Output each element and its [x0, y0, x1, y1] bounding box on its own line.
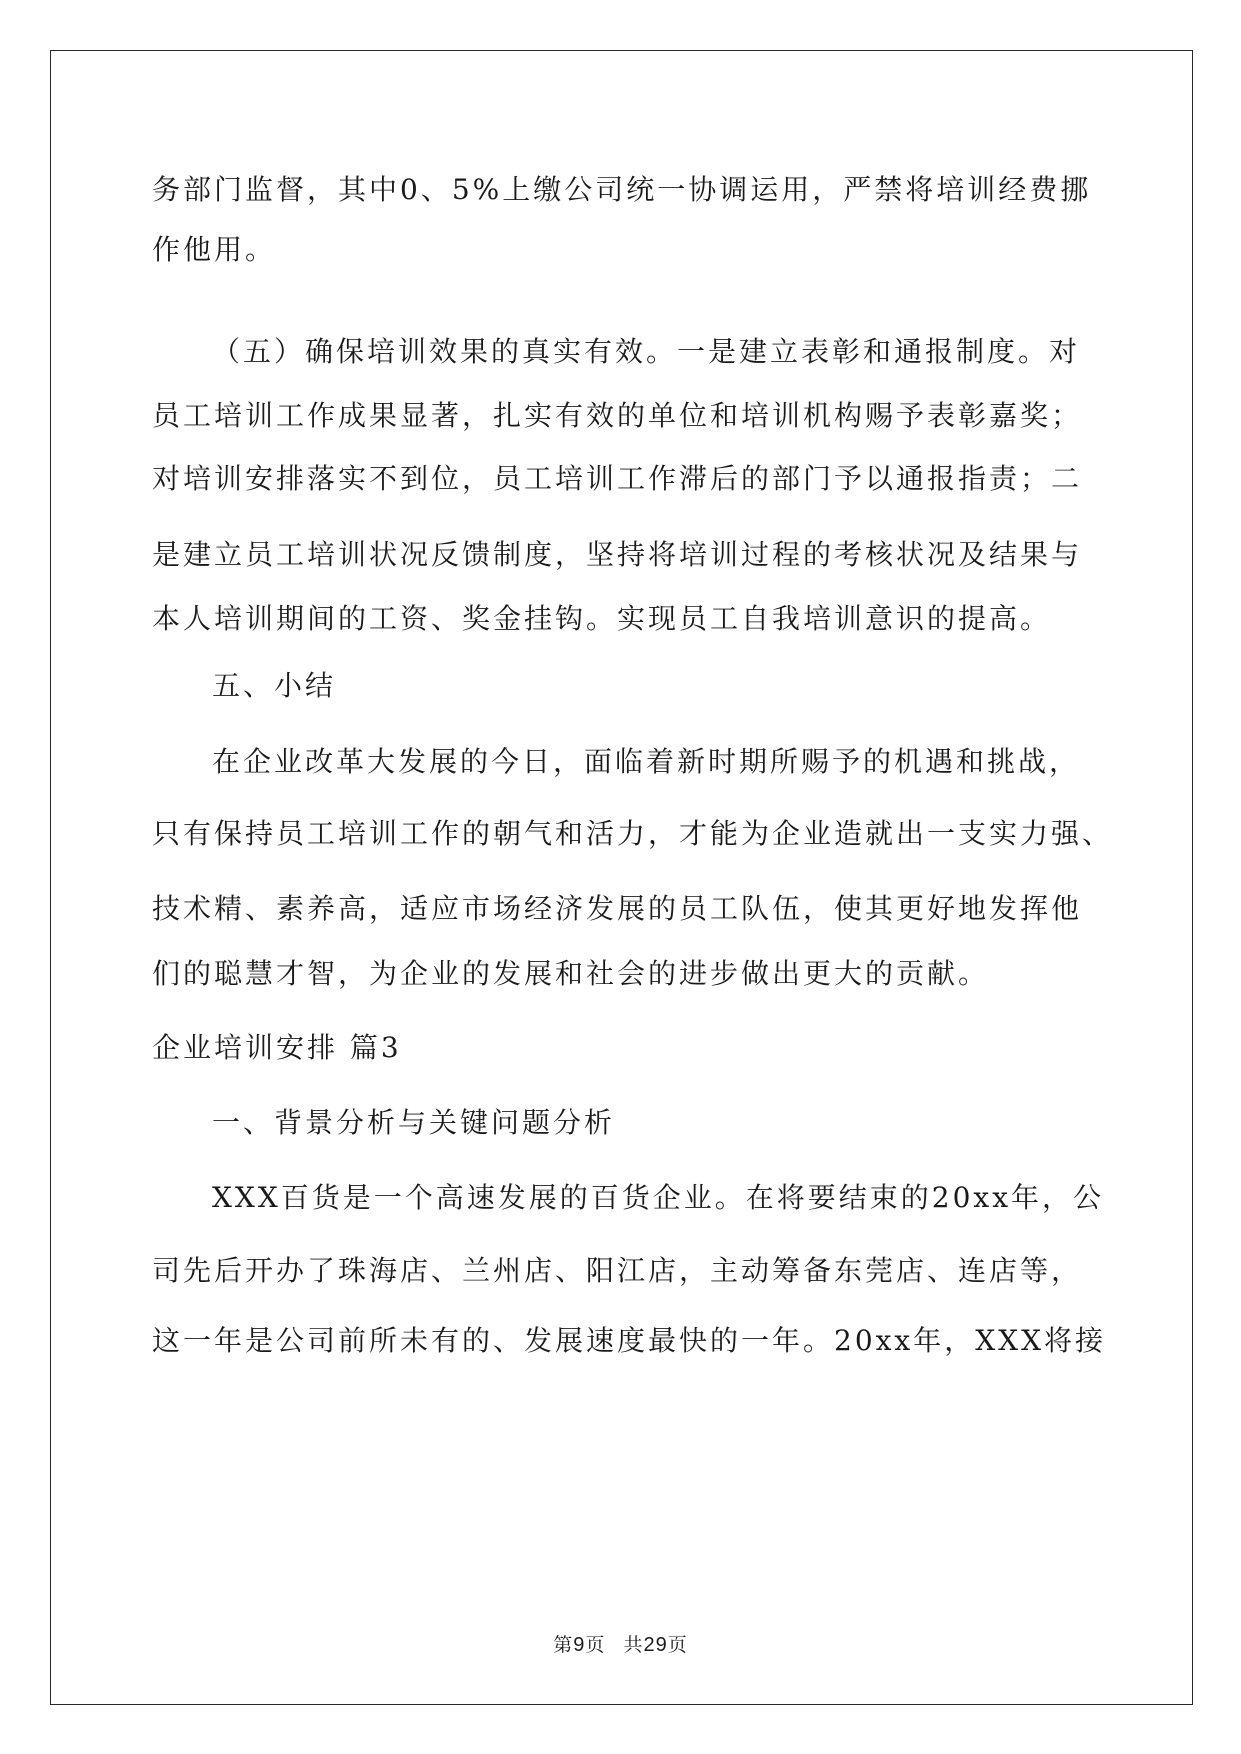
total-prefix: 共	[623, 1634, 644, 1656]
paragraph-line: 司先后开办了珠海店、兰州店、阳江店，主动筹备东莞店、连店等，	[152, 1254, 1083, 1287]
page-footer	[0, 1630, 1241, 1657]
paragraph-line: XXX百货是一个高速发展的百货企业。在将要结束的20xx年，公	[212, 1181, 1105, 1214]
paragraph-line: 员工培训工作成果显著，扎实有效的单位和培训机构赐予表彰嘉奖；	[152, 399, 1083, 432]
paragraph-line: 们的聪慧才智，为企业的发展和社会的进步做出更大的贡献。	[152, 957, 990, 990]
page-border	[50, 50, 1193, 1705]
paragraph-line: 对培训安排落实不到位，员工培训工作滞后的部门予以通报指责；二	[152, 462, 1083, 495]
page-number: 9	[573, 1634, 586, 1656]
paragraph-line: 是建立员工培训状况反馈制度，坚持将培训过程的考核状况及结果与	[152, 538, 1083, 571]
total-suffix: 页	[667, 1634, 688, 1656]
paragraph-line: （五）确保培训效果的真实有效。一是建立表彰和通报制度。对	[212, 335, 1081, 368]
section-heading: 五、小结	[212, 669, 337, 702]
paragraph-line: 务部门监督，其中0、5%上缴公司统一协调运用，严禁将培训经费挪	[152, 173, 1092, 206]
paragraph-line: 在企业改革大发展的今日，面临着新时期所赐予的机遇和挑战，	[212, 745, 1081, 778]
paragraph-line: 技术精、素养高，适应市场经济发展的员工队伍，使其更好地发挥他	[152, 892, 1083, 925]
paragraph-line: 作他用。	[152, 233, 277, 266]
page-suffix: 页	[585, 1634, 606, 1656]
paragraph-line: 这一年是公司前所未有的、发展速度最快的一年。20xx年，XXX将接	[152, 1324, 1107, 1357]
paragraph-line: 本人培训期间的工资、奖金挂钩。实现员工自我培训意识的提高。	[152, 602, 1052, 635]
section-heading: 一、背景分析与关键问题分析	[212, 1106, 616, 1139]
total-pages: 29	[643, 1634, 668, 1656]
paragraph-line: 只有保持员工培训工作的朝气和活力，才能为企业造就出一支实力强、	[152, 817, 1114, 850]
article-title: 企业培训安排 篇3	[152, 1031, 402, 1064]
page-prefix: 第	[553, 1634, 574, 1656]
